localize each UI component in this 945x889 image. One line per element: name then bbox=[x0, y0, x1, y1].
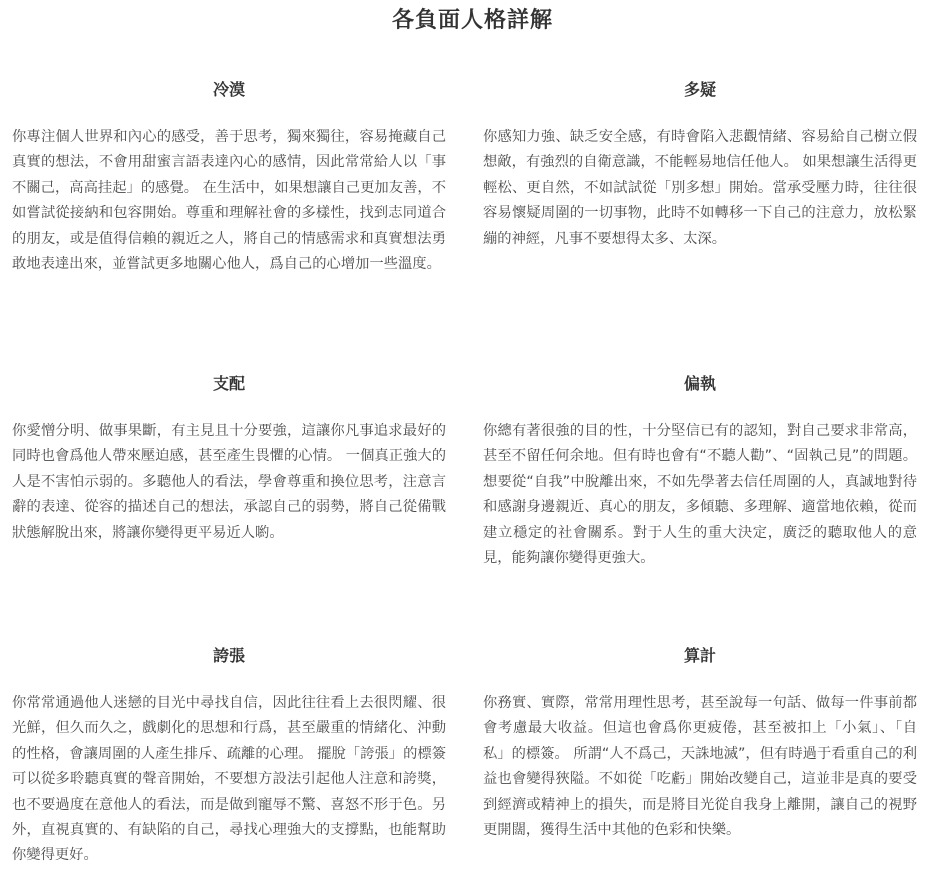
section-body: 你務實、實際，常常用理性思考，甚至說每一句話、做每一件事前都會考慮最大收益。但這也會爲你更疲倦，甚至被扣上「小氣」、「自私」的標簽。 所謂“人不爲己，天誅地滅”，但有時過于看重自己的利益也會變得狹隘。不如從「吃虧」開始改變自己，這並非是真的要受到經濟或精神上的損失，而是將目光從自我身上離開，讓自己的視野更開闊，獲得生活中其他的色彩和快樂。 bbox=[483, 695, 917, 839]
section-title: 多疑 bbox=[683, 80, 716, 99]
section-title: 支配 bbox=[212, 374, 245, 393]
section-title: 冷漠 bbox=[212, 80, 245, 99]
section-body: 你愛憎分明、做事果斷，有主見且十分要強，這讓你凡事追求最好的同時也會爲他人帶來壓迫感，甚至產生畏懼的心情。 一個真正強大的人是不害怕示弱的。多聽他人的看法，學會尊重和換位思考，注意言辭的表達、從容的描述自己的想法，承認自己的弱勢，將自己從備戰狀態解脫出來，將讓你變得更平易近人喲。 bbox=[12, 423, 446, 541]
section-duoyi bbox=[483, 79, 917, 252]
section-title: 算計 bbox=[683, 646, 716, 665]
section-body: 你專注個人世界和內心的感受，善于思考，獨來獨往，容易掩藏自己真實的想法，不會用甜蜜言語表達內心的感情，因此常常給人以「事不關己，高高挂起」的感覺。 在生活中，如果想讓自己更加友善，不如嘗試從接納和包容開始。尊重和理解社會的多樣性，找到志同道合的朋友，或是值得信賴的親近之人，將自己的情感需求和真實想法勇敢地表達出來，並嘗試更多地關心他人，爲自己的心增加一些溫度。 bbox=[12, 129, 446, 273]
section-pianzhi bbox=[483, 373, 917, 571]
page-title: 各負面人格詳解 bbox=[391, 8, 553, 33]
section-body: 你常常通過他人迷戀的目光中尋找自信，因此往往看上去很閃耀、很光鮮，但久而久之，戲劇化的思想和行爲，甚至嚴重的情緒化、沖動的性格，會讓周圍的人產生排斥、疏離的心理。 擺脫「誇張」的標簽可以從多聆聽真實的聲音開始，不要想方設法引起他人注意和誇獎，也不要過度在意他人的看法，而是做到寵辱不驚、喜怒不形于色。另外，直視真實的、有缺陷的自己，尋找心理強大的支撐點，也能幫助你變得更好。 bbox=[12, 695, 446, 864]
section-lengmo bbox=[12, 79, 446, 277]
section-body: 你感知力強、缺乏安全感，有時會陷入悲觀情緒、容易給自己樹立假想敵，有強烈的自衛意識，不能輕易地信任他人。 如果想讓生活得更輕松、更自然，不如試試從「別多想」開始。當承受壓力時，往往很容易懷疑周圍的一切事物，此時不如轉移一下自己的注意力，放松緊繃的神經，凡事不要想得太多、太深。 bbox=[483, 129, 917, 247]
section-body: 你總有著很強的目的性，十分堅信已有的認知，對自己要求非常高，甚至不留任何余地。但有時也會有“不聽人勸”、“固執己見”的問題。 想要從“自我”中脫離出來，不如先學著去信任周圍的人，真誠地對待和感謝身邊親近、真心的朋友，多傾聽、多理解、適當地依賴，從而建立穩定的社會關系。對于人生的重大決定，廣泛的聽取他人的意見，能夠讓你變得更強大。 bbox=[483, 423, 917, 567]
section-title: 誇張 bbox=[212, 646, 245, 665]
section-suanji bbox=[483, 645, 917, 843]
section-kuazhang bbox=[12, 645, 446, 869]
section-zhipei bbox=[12, 373, 446, 546]
section-title: 偏執 bbox=[683, 374, 716, 393]
